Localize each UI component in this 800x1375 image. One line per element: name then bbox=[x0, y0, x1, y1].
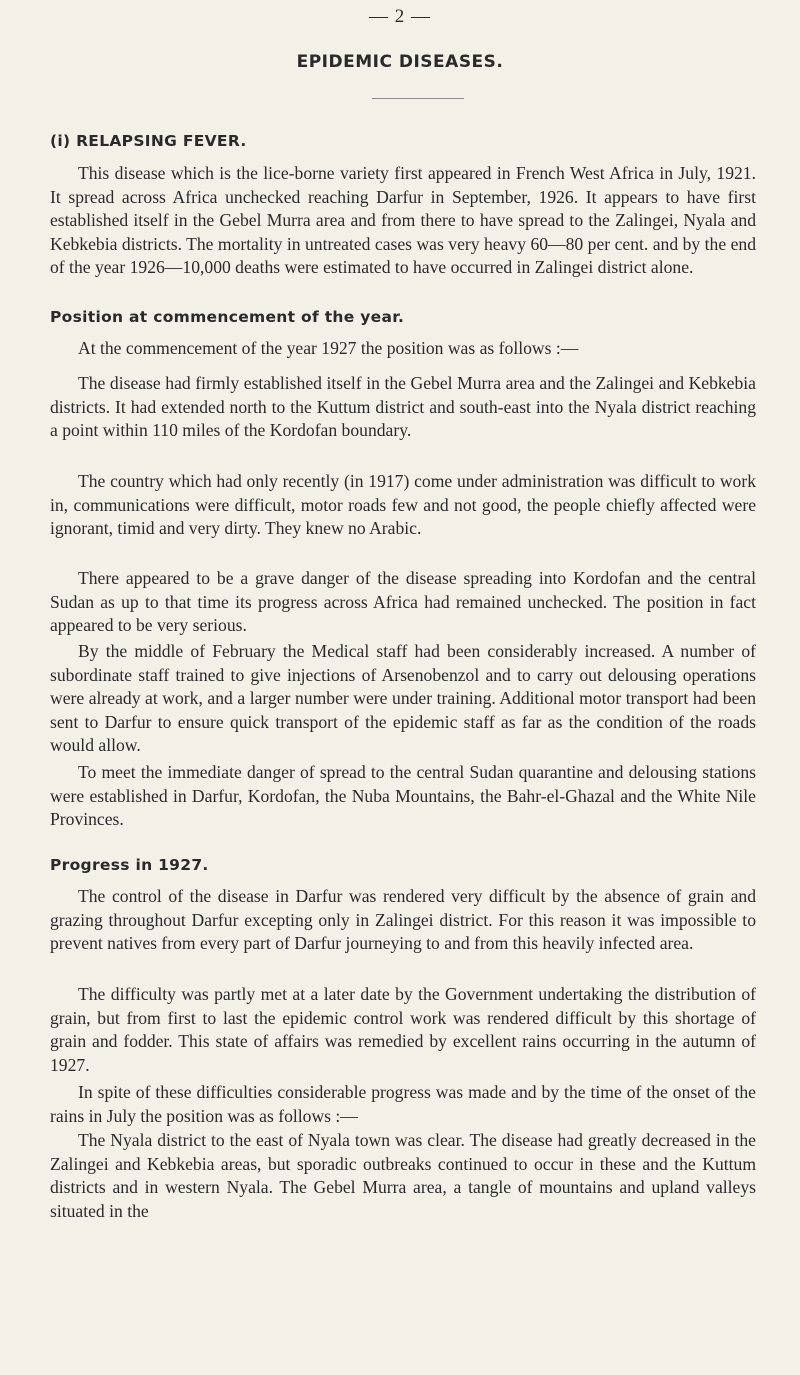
paragraph-control-difficulty: The control of the disease in Darfur was rendered very difficult by the absence of grain and grazing throughout Darfur excepting only in Zalingei district. For this reason it was impossible to prevent natives from every part of Darfur journeying to and from this heavily infected area. bbox=[50, 886, 756, 954]
paragraph-nyala-district: The Nyala district to the east of Nyala town was clear. The disease had greatly decreased in the Zalingei and Kebkebia areas, but sporadic outbreaks continued to occur in these and the Kuttum districts and in western Nyala. The Gebel Murra area, a tangle of mountains and upland valleys situated in the bbox=[50, 1130, 756, 1221]
paragraph-quarantine-stations: To meet the immediate danger of spread to the central Sudan quarantine and delousing stations were established in Darfur, Kordofan, the Nuba Mountains, the Bahr-el-Ghazal and the White Nile Provinces. bbox=[50, 762, 756, 830]
paragraph-progress-made: In spite of these difficulties considerable progress was made and by the time of the onset of the rains in July the position was as follows :— bbox=[50, 1082, 756, 1126]
paragraph-position-intro: At the commencement of the year 1927 the position was as follows :— bbox=[78, 338, 579, 358]
paragraph-introduction: This disease which is the lice-borne variety first appeared in French West Africa in July, 1921. It spread across Africa unchecked reaching Darfur in September, 1926. It appears to have first established itself in the Gebel Murra area and from there to have spread to the Zalingei, Nyala and Kebkebia districts. The mortality in untreated cases was very heavy 60—80 per cent. and by the end of the year 1926—10,000 deaths were estimated to have occurred in Zalingei district alone. bbox=[50, 163, 756, 278]
section-heading-position: Position at commencement of the year. bbox=[50, 308, 405, 326]
section-heading-progress: Progress in 1927. bbox=[50, 856, 209, 874]
title-divider bbox=[372, 98, 464, 99]
section-heading-relapsing-fever: (i) RELAPSING FEVER. bbox=[50, 132, 247, 150]
paragraph-grain-distribution: The difficulty was partly met at a later date by the Government undertaking the distribution of grain, but from first to last the epidemic control work was rendered difficult by this shortage of grain and fodder. This state of affairs was remedied by excellent rains occurring in the autumn of 1927. bbox=[50, 984, 756, 1075]
page-number: — 2 — bbox=[369, 6, 431, 27]
paragraph-medical-staff: By the middle of February the Medical staff had been considerably increased. A number of subordinate staff trained to give injections of Arsenobenzol and to carry out delousing operations were already at work, and a larger number were under training. Additional motor transport had been sent to Darfur to ensure quick transport of the epidemic staff as far as the condition of the roads would allow. bbox=[50, 641, 756, 756]
paragraph-grave-danger: There appeared to be a grave danger of the disease spreading into Kordofan and the central Sudan as up to that time its progress across Africa had remained unchecked. The position in fact appeared to be very serious. bbox=[50, 568, 756, 636]
paragraph-disease-extent: The disease had firmly established itself in the Gebel Murra area and the Zalingei and Kebkebia districts. It had extended north to the Kuttum district and south-east into the Nyala district reaching a point within 110 miles of the Kordofan boundary. bbox=[50, 373, 756, 441]
paragraph-country-conditions: The country which had only recently (in 1917) come under administration was difficult to work in, communications were difficult, motor roads few and not good, the people chiefly affected were ignorant, timid and very dirty. They knew no Arabic. bbox=[50, 471, 756, 539]
page-title: EPIDEMIC DISEASES. bbox=[296, 52, 504, 72]
